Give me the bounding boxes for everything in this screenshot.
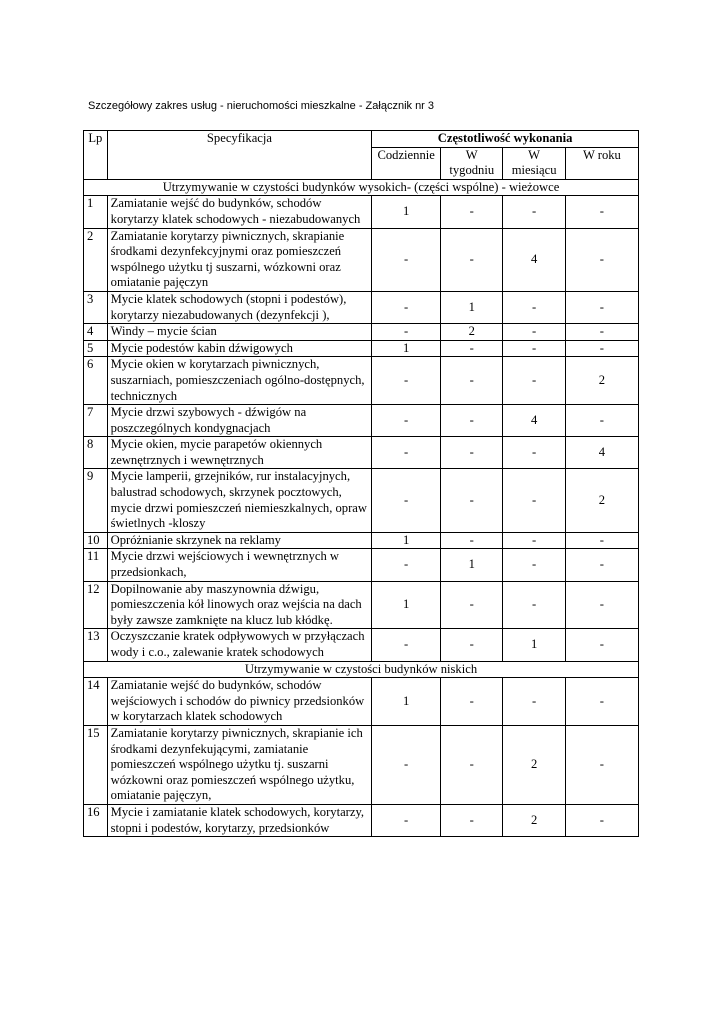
row-number: 10 [84, 532, 108, 549]
row-monthly: 4 [503, 228, 565, 291]
header-frequency: Częstotliwość wykonania [372, 131, 639, 148]
table-row [84, 469, 639, 532]
row-weekly: - [441, 725, 503, 804]
table-row [84, 196, 639, 228]
row-specification: Zamiatanie wejść do budynków, schodów korytarzy klatek schodowych - niezabudowanych [107, 196, 372, 228]
row-specification: Dopilnowanie aby maszynownia dźwigu, pomieszczenia kół linowych oraz wejścia na dach były zawsze zamknięte na klucz lub kłódkę. [107, 581, 372, 629]
table-row [84, 437, 639, 469]
row-monthly: 2 [503, 804, 565, 836]
row-yearly: - [565, 405, 638, 437]
table-row [84, 581, 639, 629]
row-weekly: 1 [441, 549, 503, 581]
header-weekly-line1: W [465, 147, 478, 162]
row-daily: 1 [372, 196, 441, 228]
row-weekly: 1 [441, 291, 503, 323]
row-monthly: - [503, 324, 565, 341]
row-number: 7 [84, 405, 108, 437]
header-daily: Codziennie [372, 147, 441, 179]
row-monthly: 4 [503, 405, 565, 437]
row-daily: - [372, 405, 441, 437]
row-daily: - [372, 549, 441, 581]
row-monthly: - [503, 532, 565, 549]
row-number: 4 [84, 324, 108, 341]
row-monthly: - [503, 469, 565, 532]
row-monthly: - [503, 678, 565, 726]
table-body [84, 179, 639, 836]
row-yearly: - [565, 228, 638, 291]
row-weekly: - [441, 804, 503, 836]
row-monthly: - [503, 581, 565, 629]
row-yearly: - [565, 581, 638, 629]
row-number: 14 [84, 678, 108, 726]
row-number: 3 [84, 291, 108, 323]
row-specification: Opróżnianie skrzynek na reklamy [107, 532, 372, 549]
row-daily: - [372, 804, 441, 836]
row-specification: Mycie drzwi wejściowych i wewnętrznych w przedsionkach, [107, 549, 372, 581]
row-specification: Zamiatanie korytarzy piwnicznych, skrapianie środkami dezynfekcyjnymi oraz pomieszczeń wspólnego użytku tj suszarni, wózkowni oraz omiatanie pajęczyn [107, 228, 372, 291]
row-specification: Zamiatanie korytarzy piwnicznych, skrapianie ich środkami dezynfekującymi, zamiatanie pomieszczeń wspólnego użytku tj. suszarni wózkowni oraz pomieszczeń wspólnego użytku, omiatanie pajęczyn, [107, 725, 372, 804]
row-yearly: - [565, 324, 638, 341]
row-weekly: - [441, 405, 503, 437]
row-daily: 1 [372, 581, 441, 629]
row-yearly: - [565, 725, 638, 804]
row-number: 16 [84, 804, 108, 836]
row-monthly: - [503, 340, 565, 357]
row-weekly: - [441, 678, 503, 726]
row-weekly: - [441, 357, 503, 405]
row-daily: - [372, 324, 441, 341]
row-specification: Oczyszczanie kratek odpływowych w przyłączach wody i c.o., zalewanie kratek schodowych [107, 629, 372, 661]
row-daily: 1 [372, 340, 441, 357]
table-row [84, 340, 639, 357]
row-weekly: - [441, 581, 503, 629]
row-number: 11 [84, 549, 108, 581]
table-row [84, 629, 639, 661]
table-row [84, 357, 639, 405]
header-monthly-line2: miesiącu [511, 163, 557, 178]
row-yearly: - [565, 196, 638, 228]
row-number: 12 [84, 581, 108, 629]
row-monthly: - [503, 196, 565, 228]
row-monthly: 2 [503, 725, 565, 804]
row-yearly: - [565, 291, 638, 323]
row-daily: - [372, 725, 441, 804]
row-yearly: - [565, 340, 638, 357]
row-specification: Mycie klatek schodowych (stopni i podestów), korytarzy niezabudowanych (dezynfekcji ), [107, 291, 372, 323]
row-specification: Windy – mycie ścian [107, 324, 372, 341]
row-specification: Mycie drzwi szybowych - dźwigów na poszczególnych kondygnacjach [107, 405, 372, 437]
row-monthly: - [503, 549, 565, 581]
row-daily: - [372, 228, 441, 291]
row-weekly: - [441, 629, 503, 661]
table-row [84, 549, 639, 581]
row-daily: 1 [372, 532, 441, 549]
row-number: 15 [84, 725, 108, 804]
row-number: 8 [84, 437, 108, 469]
table-row [84, 324, 639, 341]
row-specification: Mycie lamperii, grzejników, rur instalacyjnych, balustrad schodowych, skrzynek pocztowych, mycie drzwi pomieszczeń niemieszkalnych, opraw świetlnych -kloszy [107, 469, 372, 532]
row-yearly: - [565, 678, 638, 726]
services-table [83, 130, 639, 837]
row-number: 2 [84, 228, 108, 291]
row-number: 5 [84, 340, 108, 357]
header-monthly [503, 147, 565, 179]
row-number: 6 [84, 357, 108, 405]
row-specification: Mycie okien w korytarzach piwnicznych, suszarniach, pomieszczeniach ogólno-dostępnych, technicznych [107, 357, 372, 405]
row-specification: Mycie i zamiatanie klatek schodowych, korytarzy, stopni i podestów, korytarzy, przedsionków [107, 804, 372, 836]
row-number: 1 [84, 196, 108, 228]
row-weekly: - [441, 196, 503, 228]
header-yearly: W roku [565, 147, 638, 179]
row-yearly: 2 [565, 469, 638, 532]
row-number: 9 [84, 469, 108, 532]
page-title: Szczegółowy zakres usług - nieruchomości mieszkalne - Załącznik nr 3 [88, 100, 435, 112]
row-yearly: - [565, 549, 638, 581]
row-monthly: - [503, 291, 565, 323]
table-row [84, 405, 639, 437]
row-specification: Mycie okien, mycie parapetów okiennych zewnętrznych i wewnętrznych [107, 437, 372, 469]
row-weekly: - [441, 469, 503, 532]
row-weekly: 2 [441, 324, 503, 341]
header-lp: Lp [84, 131, 108, 180]
table-row [84, 532, 639, 549]
row-daily: - [372, 629, 441, 661]
table-row [84, 228, 639, 291]
row-monthly: 1 [503, 629, 565, 661]
row-number: 13 [84, 629, 108, 661]
row-yearly: 2 [565, 357, 638, 405]
row-specification: Mycie podestów kabin dźwigowych [107, 340, 372, 357]
header-monthly-line1: W [528, 147, 541, 162]
row-daily: - [372, 291, 441, 323]
row-yearly: - [565, 629, 638, 661]
row-weekly: - [441, 532, 503, 549]
header-weekly [441, 147, 503, 179]
row-daily: - [372, 469, 441, 532]
row-daily: 1 [372, 678, 441, 726]
row-weekly: - [441, 340, 503, 357]
header-weekly-line2: tygodniu [449, 163, 495, 178]
section-title: Utrzymywanie w czystości budynków wysokich- (części wspólne) - wieżowce [84, 179, 639, 196]
table-row [84, 678, 639, 726]
row-monthly: - [503, 437, 565, 469]
table-row [84, 291, 639, 323]
row-weekly: - [441, 437, 503, 469]
section-header-row [84, 179, 639, 196]
row-yearly: - [565, 532, 638, 549]
table-row [84, 804, 639, 836]
section-title: Utrzymywanie w czystości budynków niskich [84, 661, 639, 678]
row-monthly: - [503, 357, 565, 405]
row-daily: - [372, 437, 441, 469]
table-row [84, 725, 639, 804]
row-yearly: 4 [565, 437, 638, 469]
row-yearly: - [565, 804, 638, 836]
header-spec: Specyfikacja [107, 131, 372, 180]
row-daily: - [372, 357, 441, 405]
row-weekly: - [441, 228, 503, 291]
row-specification: Zamiatanie wejść do budynków, schodów wejściowych i schodów do piwnicy przedsionków w korytarzach klatek schodowych [107, 678, 372, 726]
section-header-row [84, 661, 639, 678]
